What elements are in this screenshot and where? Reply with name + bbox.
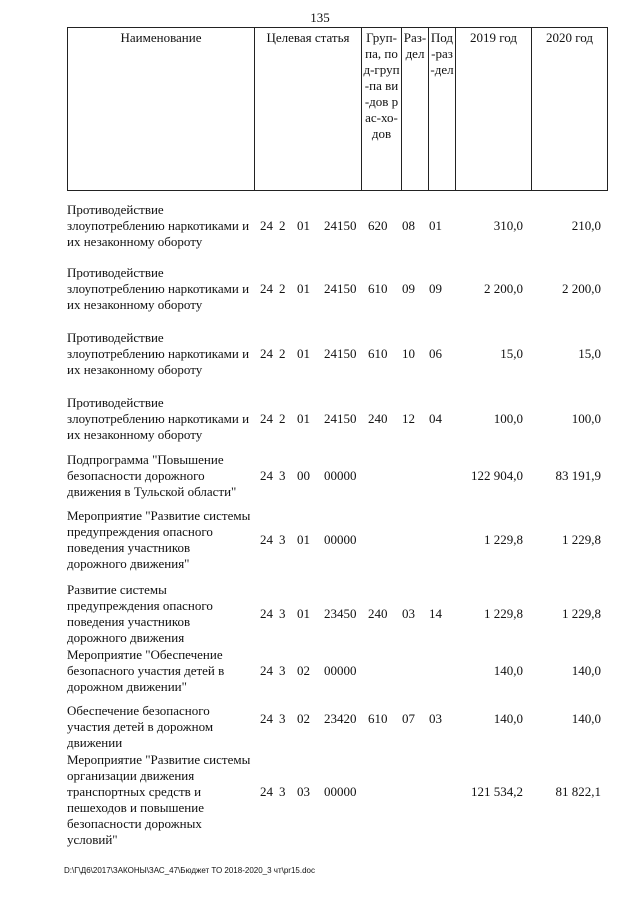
cell-group: 240: [368, 411, 388, 426]
row-name: Мероприятие "Развитие системы организации движения транспортных средств и пешеходов и повышение безопасности дорожных условий": [67, 752, 251, 847]
cell-c4: 24150: [324, 281, 357, 296]
cell-group: 610: [368, 281, 388, 296]
cell-2020: 15,0: [578, 346, 601, 361]
cell-c3: 01: [297, 606, 310, 621]
cell-group: 610: [368, 711, 388, 726]
table-row: [67, 395, 607, 443]
cell-c2: 3: [279, 711, 286, 726]
cell-c1: 24: [260, 663, 273, 678]
cell-subsection: 14: [429, 606, 442, 621]
cell-2020: 1 229,8: [562, 606, 601, 621]
cell-c4: 00000: [324, 663, 357, 678]
table-row: [67, 508, 607, 572]
cell-c1: 24: [260, 218, 273, 233]
cell-c4: 00000: [324, 784, 357, 799]
cell-c4: 23420: [324, 711, 357, 726]
row-name: Мероприятие "Обеспечение безопасного участия детей в дорожном движении": [67, 647, 225, 694]
cell-group: 610: [368, 346, 388, 361]
cell-c2: 2: [279, 411, 286, 426]
cell-subsection: 06: [429, 346, 442, 361]
header-subsection: Под-раз-дел: [429, 28, 456, 191]
cell-section: 08: [402, 218, 415, 233]
header-2019: 2019 год: [456, 28, 532, 191]
cell-2019: 140,0: [493, 711, 523, 726]
cell-c4: 24150: [324, 218, 357, 233]
cell-c3: 00: [297, 468, 310, 483]
cell-c3: 02: [297, 663, 310, 678]
cell-c3: 01: [297, 218, 310, 233]
cell-2020: 140,0: [571, 663, 601, 678]
cell-section: 09: [402, 281, 415, 296]
row-name: Мероприятие "Развитие системы предупреждения опасного поведения участников дорожного движения": [67, 508, 251, 571]
cell-subsection: 09: [429, 281, 442, 296]
header-name: Наименование: [68, 28, 255, 191]
cell-c2: 3: [279, 532, 286, 547]
cell-c1: 24: [260, 468, 273, 483]
cell-c3: 01: [297, 411, 310, 426]
cell-c1: 24: [260, 411, 273, 426]
cell-group: 240: [368, 606, 388, 621]
cell-section: 12: [402, 411, 415, 426]
cell-2020: 83 191,9: [555, 468, 601, 483]
row-name: Противодействие злоупотреблению наркотиками и их незаконному обороту: [67, 265, 250, 312]
cell-section: 03: [402, 606, 415, 621]
cell-2019: 140,0: [493, 663, 523, 678]
cell-c1: 24: [260, 346, 273, 361]
table-row: [67, 452, 607, 500]
header-2020: 2020 год: [532, 28, 608, 191]
cell-2019: 122 904,0: [471, 468, 523, 483]
table-row: [67, 752, 607, 847]
cell-2020: 2 200,0: [562, 281, 601, 296]
cell-c2: 3: [279, 468, 286, 483]
cell-c1: 24: [260, 281, 273, 296]
cell-2020: 100,0: [571, 411, 601, 426]
cell-c2: 2: [279, 281, 286, 296]
cell-c2: 3: [279, 784, 286, 799]
cell-2019: 1 229,8: [484, 532, 523, 547]
cell-subsection: 01: [429, 218, 442, 233]
cell-c4: 23450: [324, 606, 357, 621]
cell-2019: 121 534,2: [471, 784, 523, 799]
cell-2019: 1 229,8: [484, 606, 523, 621]
cell-c2: 2: [279, 218, 286, 233]
table-header: [67, 27, 608, 191]
file-path-footer: D:\Г\Д6\2017\ЗАКОНЫ\ЗАС_47\Бюджет ТО 2018-2020_3 чт\pr15.doc: [64, 866, 315, 875]
cell-c3: 03: [297, 784, 310, 799]
row-name: Подпрограмма "Повышение безопасности дорожного движения в Тульской области": [67, 452, 237, 499]
row-name: Противодействие злоупотреблению наркотиками и их незаконному обороту: [67, 330, 250, 377]
row-name: Противодействие злоупотреблению наркотиками и их незаконному обороту: [67, 202, 250, 249]
cell-2019: 100,0: [493, 411, 523, 426]
cell-2020: 210,0: [571, 218, 601, 233]
cell-c1: 24: [260, 606, 273, 621]
table-row: [67, 265, 607, 313]
cell-c4: 24150: [324, 346, 357, 361]
header-group: Груп-па, под-груп-па ви-дов рас-хо-дов: [362, 28, 402, 191]
cell-c4: 00000: [324, 468, 357, 483]
page-number: 135: [310, 10, 330, 25]
row-name: Развитие системы предупреждения опасного поведения участников дорожного движения: [67, 582, 213, 645]
cell-c3: 02: [297, 711, 310, 726]
cell-section: 07: [402, 711, 415, 726]
cell-2019: 2 200,0: [484, 281, 523, 296]
cell-group: 620: [368, 218, 388, 233]
table-row: [67, 330, 607, 378]
cell-c3: 01: [297, 281, 310, 296]
cell-2020: 140,0: [571, 711, 601, 726]
cell-c4: 24150: [324, 411, 357, 426]
cell-section: 10: [402, 346, 415, 361]
table-row: [67, 647, 607, 695]
cell-subsection: 04: [429, 411, 442, 426]
cell-c1: 24: [260, 784, 273, 799]
cell-subsection: 03: [429, 711, 442, 726]
cell-c1: 24: [260, 532, 273, 547]
cell-c2: 3: [279, 606, 286, 621]
cell-2020: 1 229,8: [562, 532, 601, 547]
table-row: [67, 202, 607, 250]
cell-c1: 24: [260, 711, 273, 726]
cell-2020: 81 822,1: [555, 784, 601, 799]
row-name: Противодействие злоупотреблению наркотиками и их незаконному обороту: [67, 395, 250, 442]
cell-c3: 01: [297, 532, 310, 547]
cell-2019: 310,0: [493, 218, 523, 233]
cell-c2: 3: [279, 663, 286, 678]
header-section: Раз-дел: [402, 28, 429, 191]
row-name: Обеспечение безопасного участия детей в дорожном движении: [67, 703, 214, 750]
cell-c2: 2: [279, 346, 286, 361]
cell-2019: 15,0: [500, 346, 523, 361]
cell-c3: 01: [297, 346, 310, 361]
header-target: Целевая статья: [255, 28, 362, 191]
table-row: [67, 582, 607, 646]
table-row: [67, 703, 607, 750]
cell-c4: 00000: [324, 532, 357, 547]
